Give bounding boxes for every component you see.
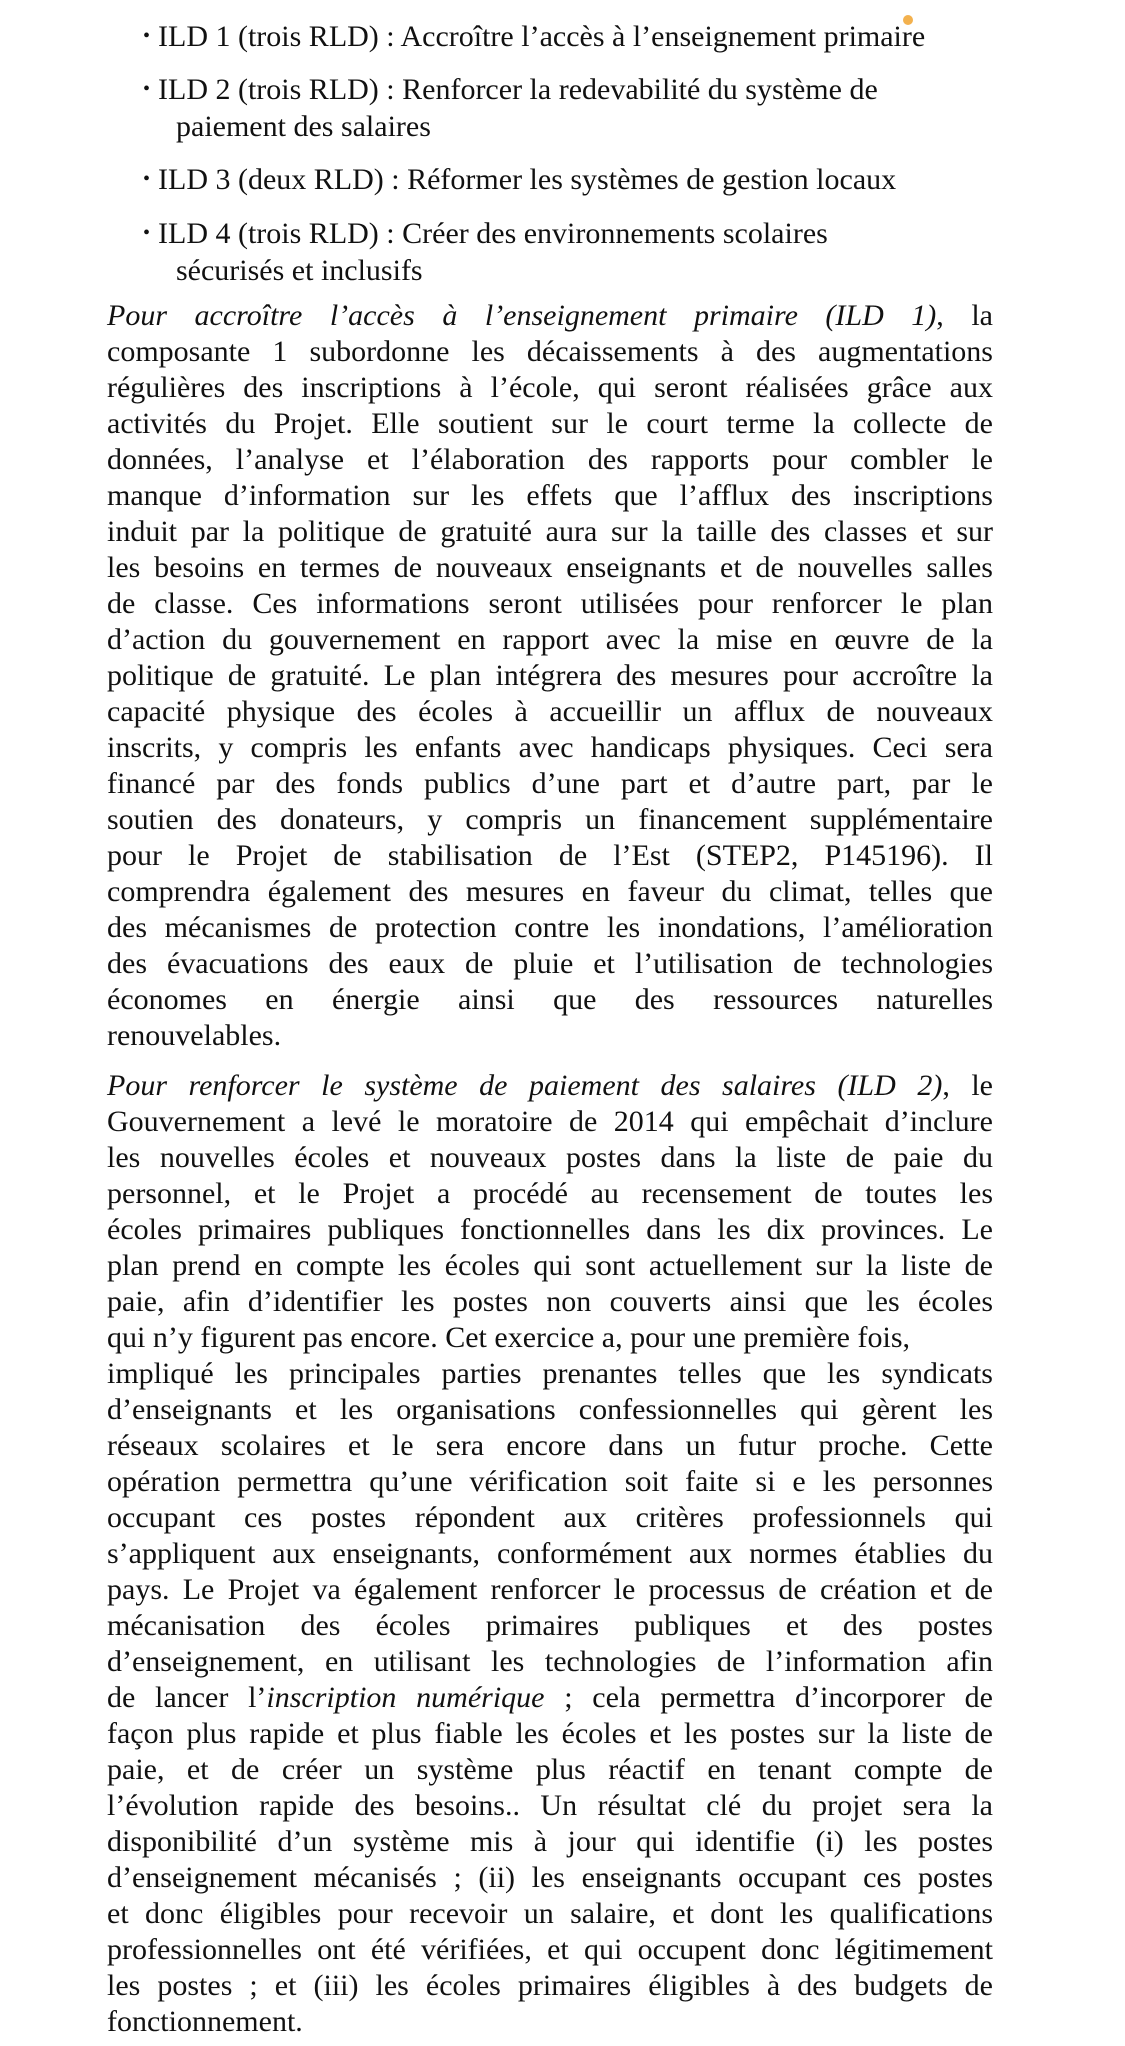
bullet-icon: • — [143, 222, 151, 244]
paragraph-line: régulières des inscriptions à l’école, qui seront réalisées grâce aux — [107, 371, 993, 404]
paragraph-line: paie, et de créer un système plus réactif en tenant compte de — [107, 1753, 993, 1786]
italic-term: inscription numérique — [266, 1681, 545, 1714]
bullet-text: ILD 4 (trois RLD) : Créer des environnements scolaires — [158, 217, 828, 250]
paragraph-line: soutien des donateurs, y compris un financement supplémentaire — [107, 803, 993, 836]
paragraph-line: manque d’information sur les effets que l’afflux des inscriptions — [107, 479, 993, 512]
paragraph-line: disponibilité d’un système mis à jour qui identifie (i) les postes — [107, 1825, 993, 1858]
bullet-icon: • — [143, 78, 151, 100]
paragraph-line: d’enseignement mécanisés ; (ii) les enseignants occupant ces postes — [107, 1861, 993, 1894]
paragraph-line: façon plus rapide et plus fiable les écoles et les postes sur la liste de — [107, 1717, 993, 1750]
paragraph-line: d’enseignants et les organisations confessionnelles qui gèrent les — [107, 1393, 993, 1426]
paragraph-line: Gouvernement a levé le moratoire de 2014 qui empêchait d’inclure — [107, 1105, 993, 1138]
paragraph-line: politique de gratuité. Le plan intégrera des mesures pour accroître la — [107, 659, 993, 692]
paragraph-line: opération permettra qu’une vérification soit faite si e les personnes — [107, 1465, 993, 1498]
paragraph-line: professionnelles ont été vérifiées, et qui occupent donc légitimement — [107, 1933, 993, 1966]
paragraph-line: de classe. Ces informations seront utilisées pour renforcer le plan — [107, 587, 993, 620]
paragraph-line — [107, 298, 993, 334]
paragraph-line: pays. Le Projet va également renforcer le processus de création et de — [107, 1573, 993, 1606]
paragraph-line: les postes ; et (iii) les écoles primaires éligibles à des budgets de — [107, 1969, 993, 2002]
paragraph-line: s’appliquent aux enseignants, conformément aux normes établies du — [107, 1537, 993, 1570]
bullet-text: ILD 1 (trois RLD) : Accroître l’accès à l’enseignement primaire — [158, 20, 926, 53]
bullet-icon: • — [143, 168, 151, 190]
paragraph-line: l’évolution rapide des besoins.. Un résultat clé du projet sera la — [107, 1789, 993, 1822]
text-before-italic: de lancer l’ — [107, 1681, 267, 1714]
paragraph-line: les besoins en termes de nouveaux enseignants et de nouvelles salles — [107, 551, 993, 584]
paragraph-line: capacité physique des écoles à accueillir un afflux de nouveaux — [107, 695, 993, 728]
paragraph-line: personnel, et le Projet a procédé au recensement de toutes les — [107, 1177, 993, 1210]
paragraph-line: paie, afin d’identifier les postes non couverts ainsi que les écoles — [107, 1285, 993, 1318]
bullet-text-continuation: paiement des salaires — [176, 110, 431, 143]
paragraph-line: écoles primaires publiques fonctionnelles dans les dix provinces. Le — [107, 1213, 993, 1246]
paragraph-line: qui n’y figurent pas encore. Cet exercice a, pour une première fois, — [107, 1321, 910, 1354]
paragraph-line: activités du Projet. Elle soutient sur le court terme la collecte de — [107, 407, 993, 440]
bullet-text: ILD 2 (trois RLD) : Renforcer la redevabilité du système de — [158, 73, 878, 106]
paragraph-lead-italic: Pour accroître l’accès à l’enseignement primaire (ILD 1) — [107, 299, 937, 332]
paragraph-line: d’action du gouvernement en rapport avec la mise en œuvre de la — [107, 623, 993, 656]
bullet-item-ild1 — [143, 18, 1003, 55]
paragraph-line: données, l’analyse et l’élaboration des rapports pour combler le — [107, 443, 993, 476]
paragraph-line: composante 1 subordonne les décaissements à des augmentations — [107, 335, 993, 368]
paragraph-line: induit par la politique de gratuité aura sur la taille des classes et sur — [107, 515, 993, 548]
paragraph-line — [107, 1068, 993, 1104]
bullet-text: ILD 3 (deux RLD) : Réformer les systèmes de gestion locaux — [158, 163, 897, 196]
paragraph-line: occupant ces postes répondent aux critères professionnels qui — [107, 1501, 993, 1534]
paragraph-line — [107, 1680, 993, 1716]
bullet-item-ild3 — [143, 161, 1003, 198]
bullet-text-continuation: sécurisés et inclusifs — [176, 254, 423, 287]
paragraph-line: pour le Projet de stabilisation de l’Est (STEP2, P145196). Il — [107, 839, 993, 872]
paragraph-line: et donc éligibles pour recevoir un salaire, et dont les qualifications — [107, 1897, 993, 1930]
paragraph-lead-rest: , le — [942, 1069, 993, 1102]
bullet-icon: • — [143, 25, 151, 47]
paragraph-lead-italic: Pour renforcer le système de paiement des salaires (ILD 2) — [107, 1069, 943, 1102]
paragraph-line: des évacuations des eaux de pluie et l’utilisation de technologies — [107, 947, 993, 980]
paragraph-line: financé par des fonds publics d’une part et d’autre part, par le — [107, 767, 993, 800]
paragraph-line: plan prend en compte les écoles qui sont actuellement sur la liste de — [107, 1249, 993, 1282]
paragraph-ild2 — [107, 1068, 993, 2040]
paragraph-line: réseaux scolaires et le sera encore dans un futur proche. Cette — [107, 1429, 993, 1462]
paragraph-lead-rest: , la — [936, 299, 993, 332]
paragraph-line: des mécanismes de protection contre les inondations, l’amélioration — [107, 911, 993, 944]
paragraph-ild1 — [107, 298, 993, 1054]
paragraph-line: d’enseignement, en utilisant les technologies de l’information afin — [107, 1645, 993, 1678]
paragraph-line: économes en énergie ainsi que des ressources naturelles — [107, 983, 993, 1016]
bullet-item-ild2 — [143, 71, 1003, 145]
paragraph-line: fonctionnement. — [107, 2005, 303, 2038]
paragraph-line: inscrits, y compris les enfants avec handicaps physiques. Ceci sera — [107, 731, 993, 764]
paragraph-line: comprendra également des mesures en faveur du climat, telles que — [107, 875, 993, 908]
text-after-italic: ; cela permettra d’incorporer de — [544, 1681, 993, 1714]
paragraph-line: mécanisation des écoles primaires publiques et des postes — [107, 1609, 993, 1642]
paragraph-line: les nouvelles écoles et nouveaux postes dans la liste de paie du — [107, 1141, 993, 1174]
paragraph-line: impliqué les principales parties prenantes telles que les syndicats — [107, 1357, 993, 1390]
paragraph-line: renouvelables. — [107, 1019, 282, 1052]
bullet-item-ild4 — [143, 215, 1003, 289]
